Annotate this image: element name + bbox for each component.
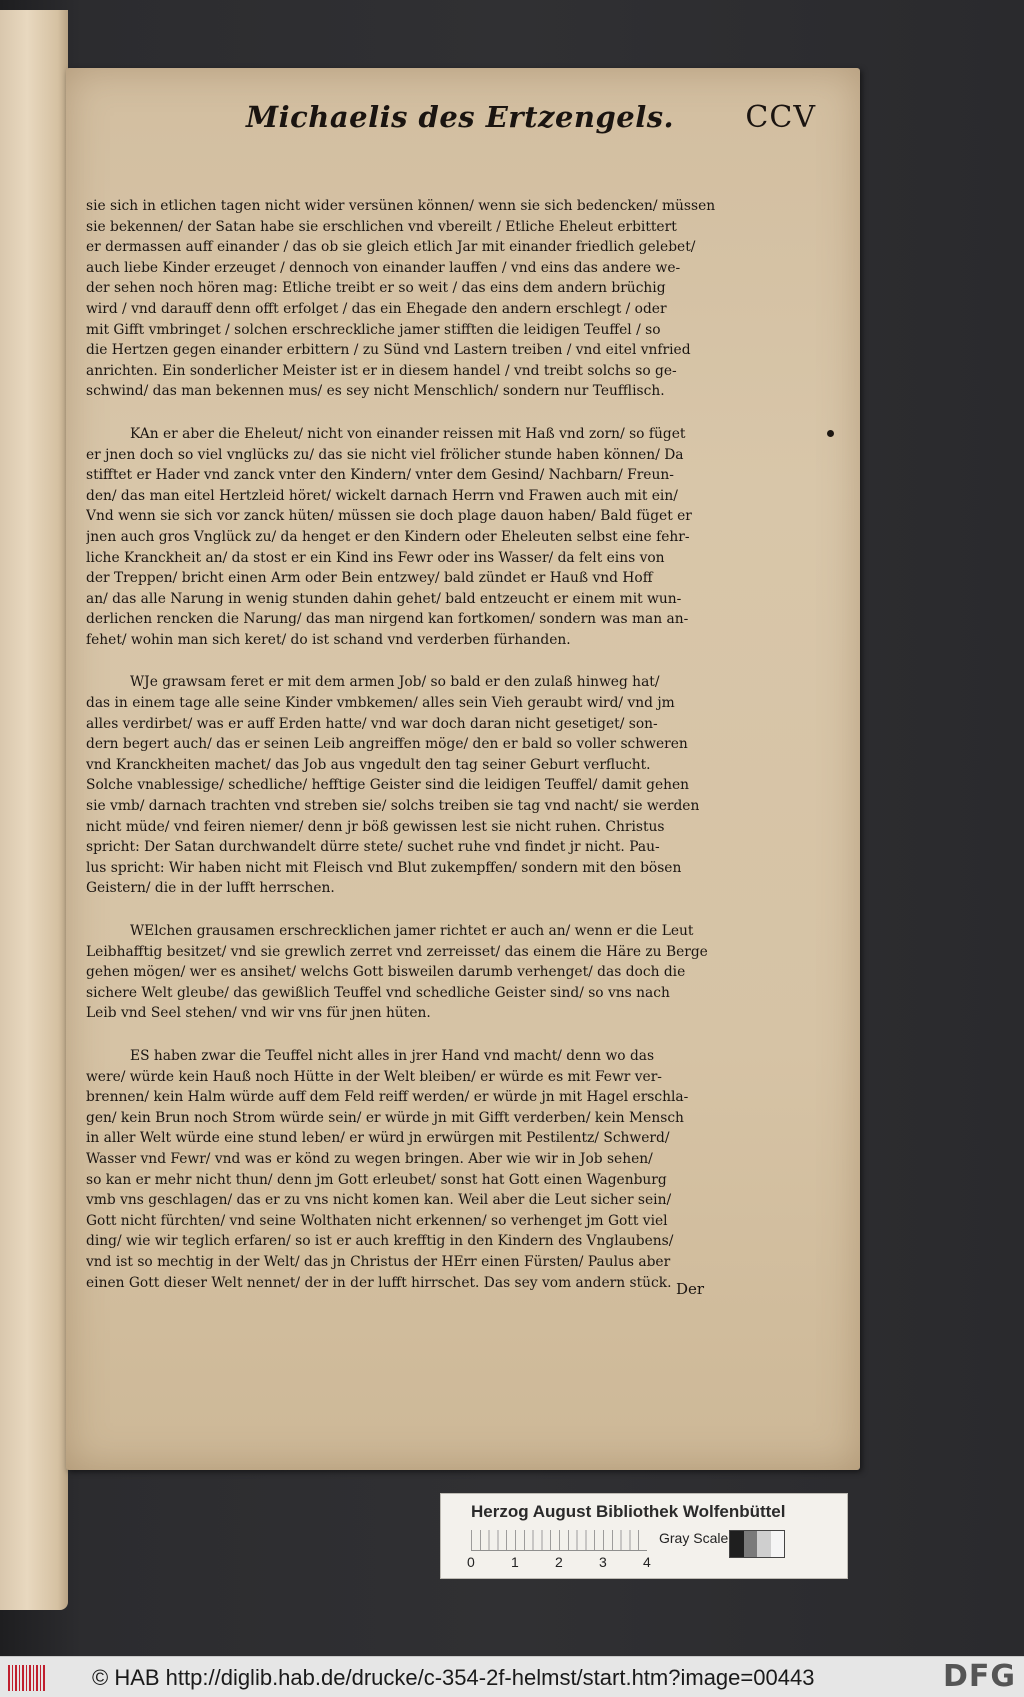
text-line: er dermassen auff einander / das ob sie gleich etlich Jar mit einander friedlich gelebet/: [86, 239, 696, 256]
text-line: liche Kranckheit an/ da stost er ein Kind ins Fewr oder ins Wasser/ da felt eins von: [86, 549, 665, 566]
text-line: ding/ wie wir teglich erfaren/ so ist er auch krefftig in den Kindern des Vnglaubens/: [86, 1233, 674, 1250]
text-line: sie bekennen/ der Satan habe sie erschlichen vnd vbereilt / Etliche Eheleut erbittert: [86, 218, 677, 235]
text-line: einen Gott dieser Welt nennet/ der in der lufft hirrschet. Das sey vom andern stück.: [86, 1274, 672, 1291]
text-line: lus spricht: Wir haben nicht mit Fleisch vnd Blut zukempffen/ sondern mit den bösen: [86, 859, 682, 876]
dfg-logo: DFG: [942, 1659, 1016, 1694]
text-line: jnen auch gros Vnglück zu/ da henget er den Kindern oder Eheleuten selbst eine fehr-: [86, 528, 690, 545]
text-line: WJe grawsam feret er mit dem armen Job/ so bald er den zulaß hinweg hat/: [130, 674, 660, 691]
body-text: [86, 196, 716, 1315]
source-url[interactable]: © HAB http://diglib.hab.de/drucke/c-354-2f-helmst/start.htm?image=00443: [92, 1665, 815, 1690]
card-title: Herzog August Bibliothek Wolfenbüttel: [471, 1502, 786, 1521]
color-calibration-card: [440, 1493, 848, 1579]
text-line: vnd ist so mechtig in der Welt/ das jn Christus der HErr einen Fürsten/ Paulus aber: [86, 1253, 671, 1270]
viewer-footer: [0, 1656, 1024, 1697]
ruler-scale: [471, 1530, 647, 1551]
text-line: KAn er aber die Eheleut/ nicht von einander reissen mit Haß vnd zorn/ so füget: [130, 425, 686, 442]
ink-spot: [827, 430, 834, 437]
ruler-number: 0: [467, 1554, 475, 1570]
text-line: er jnen doch so viel vnglücks zu/ das sie nicht viel frölicher stunde haben können/ Da: [86, 446, 684, 463]
paragraph: [86, 424, 716, 651]
text-line: Vnd wenn sie sich vor zanck hüten/ müssen sie doch plage dauon haben/ Bald füget er: [86, 508, 692, 525]
text-line: den/ das man eitel Hertzleid höret/ wickelt darnach Herrn vnd Frawen auch mit ein/: [86, 487, 678, 504]
text-line: alles verdirbet/ was er auff Erden hatte/ vnd war doch daran nicht gesetiget/ son-: [86, 715, 658, 732]
text-line: auch liebe Kinder erzeuget / dennoch von einander lauffen / vnd eins das andere we-: [86, 259, 681, 276]
gray-swatch: [757, 1531, 771, 1557]
running-title: Michaelis des Ertzengels.: [246, 100, 675, 134]
text-line: dern begert auch/ das er seinen Leib angreiffen möge/ den er bald so voller schweren: [86, 736, 688, 753]
text-line: schwind/ das man bekennen mus/ es sey nicht Menschlich/ sondern nur Teufflisch.: [86, 383, 665, 400]
text-line: Geistern/ die in der lufft herrschen.: [86, 880, 335, 897]
text-line: in aller Welt würde eine stund leben/ er würd jn erwürgen mit Pestilentz/ Schwerd/: [86, 1130, 670, 1147]
text-line: der Treppen/ bricht einen Arm oder Bein entzwey/ bald zündet er Hauß vnd Hoff: [86, 570, 653, 587]
text-line: wird / vnd darauff denn offt erfolget / das ein Ehegade den andern erschlegt / oder: [86, 300, 667, 317]
paragraph: [86, 1046, 716, 1293]
text-line: derlichen rencken die Narung/ das man nirgend kan fortkomen/ sondern was man an-: [86, 611, 689, 628]
text-line: were/ würde kein Hauß noch Hütte in der Welt bleiben/ er würde es mit Fewr ver-: [86, 1068, 662, 1085]
text-line: Solche vnablessige/ schedliche/ hefftige Geister sind die leidigen Teuffel/ damit gehen: [86, 777, 690, 794]
text-line: nicht müde/ vnd feiren niemer/ denn jr böß gewissen lest sie nicht ruhen. Christus: [86, 818, 665, 835]
text-line: so kan er mehr nicht thun/ denn jm Gott erleubet/ sonst hat Gott einen Wagenburg: [86, 1171, 667, 1188]
text-line: mit Gifft vmbringet / solchen erschreckliche jamer stifften die leidigen Teuffel / so: [86, 321, 661, 338]
text-line: der sehen noch hören mag: Etliche treibt er so weit / das eins dem andern brüchig: [86, 280, 666, 297]
text-line: ES haben zwar die Teuffel nicht alles in jrer Hand vnd macht/ denn wo das: [130, 1047, 655, 1064]
paragraph: [86, 672, 716, 899]
paragraph: [86, 196, 716, 402]
text-line: Leib vnd Seel stehen/ vnd wir vns für jnen hüten.: [86, 1005, 431, 1022]
text-line: vnd Kranckheiten machet/ das Job aus vngedult den tag seiner Geburt verflucht.: [86, 756, 651, 773]
hab-logo-icon: [8, 1665, 46, 1691]
folio-number: CCV: [745, 100, 816, 135]
text-line: stifftet er Hader vnd zanck vnter den Kindern/ vnter dem Gesind/ Nachbarn/ Freun-: [86, 467, 674, 484]
text-line: brennen/ kein Halm würde auff dem Feld reiff werden/ er würde jn mit Hagel erschla-: [86, 1089, 689, 1106]
text-line: das in einem tage alle seine Kinder vmbkemen/ alles sein Vieh geraubt wird/ vnd jm: [86, 695, 675, 712]
text-line: WElchen grausamen erschrecklichen jamer richtet er auch an/ wenn er die Leut: [130, 923, 694, 939]
text-line: gehen mögen/ wer es ansihet/ welchs Gott bisweilen darumb verhenget/ das doch die: [86, 964, 686, 981]
gray-swatch: [771, 1531, 785, 1557]
ruler-number: 1: [511, 1554, 519, 1570]
text-line: spricht: Der Satan durchwandelt dürre stete/ suchet ruhe vnd findet jr nicht. Pau-: [86, 839, 660, 856]
text-line: anrichten. Ein sonderlicher Meister ist er in diesem handel / vnd treibt solchs so ge-: [86, 362, 677, 379]
text-line: sichere Welt gleube/ das gewißlich Teuffel vnd schedliche Geister sind/ so vns nach: [86, 984, 670, 1001]
text-line: an/ das alle Narung in wenig stunden dahin gehet/ bald entzeucht er einem mit wun-: [86, 590, 682, 607]
paragraph: [86, 921, 716, 1024]
text-line: vmb vns geschlagen/ das er zu vns nicht komen kan. Weil aber die Leut sicher sein/: [86, 1192, 672, 1209]
gray-scale-swatches: [729, 1530, 785, 1558]
ruler-number: 4: [643, 1554, 651, 1570]
text-line: sie vmb/ darnach trachten vnd streben sie/ solchs treiben sie tag vnd nacht/ sie werden: [86, 798, 700, 815]
gray-swatch: [744, 1531, 758, 1557]
text-line: sie sich in etlichen tagen nicht wider versünen können/ wenn sie sich bedencken/ müssen: [86, 198, 716, 214]
ruler-number: 2: [555, 1554, 563, 1570]
text-line: Gott nicht fürchten/ vnd seine Wolthaten nicht erkennen/ so verhenget jm Gott viel: [86, 1212, 668, 1229]
gray-scale-label: Gray Scale: [659, 1530, 729, 1546]
ruler-number: 3: [599, 1554, 607, 1570]
gray-swatch: [730, 1531, 744, 1557]
text-line: Leibhafftig besitzet/ vnd sie grewlich zerret vnd zerreisset/ das einem die Häre zu Berge: [86, 943, 708, 960]
previous-page-edge: [0, 10, 68, 1610]
catchword: Der: [676, 1280, 705, 1298]
text-line: fehet/ wohin man sich keret/ do ist schand vnd verderben fürhanden.: [86, 631, 571, 648]
text-line: die Hertzen gegen einander erbittern / zu Sünd vnd Lastern treiben / vnd eitel vnfried: [86, 342, 691, 359]
text-line: gen/ kein Brun noch Strom würde sein/ er würde jn mit Gifft verderben/ kein Mensch: [86, 1109, 684, 1126]
text-line: Wasser vnd Fewr/ vnd was er könd zu wegen bringen. Aber wie wir in Job sehen/: [86, 1150, 653, 1167]
page-header: [246, 100, 816, 144]
